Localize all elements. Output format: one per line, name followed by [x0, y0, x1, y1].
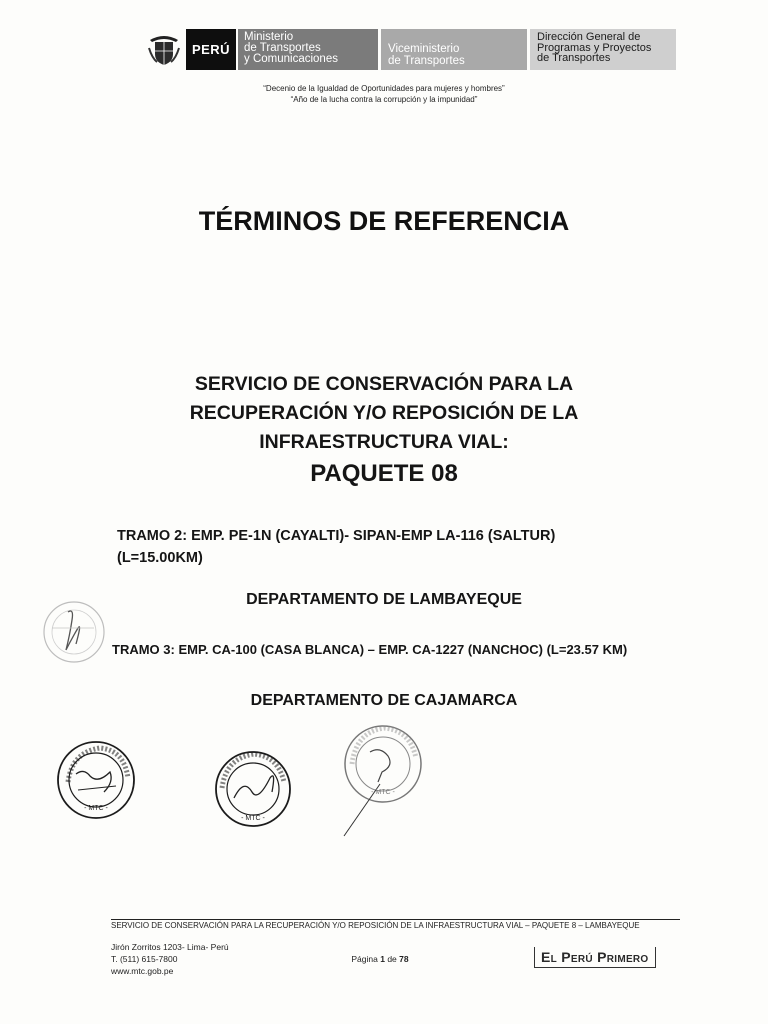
footer-website[interactable]: www.mtc.gob.pe: [111, 966, 174, 976]
package-label: PAQUETE 08: [310, 460, 458, 487]
service-title: [0, 370, 768, 491]
service-line: INFRAESTRUCTURA VIAL:: [259, 431, 509, 453]
tramo-3: TRAMO 3: EMP. CA-100 (CASA BLANCA) – EMP. CA-1227 (NANCHOC) (L=23.57 KM): [112, 642, 628, 657]
footer-contact: [111, 941, 229, 977]
ministry-block: [238, 29, 378, 70]
footer-address: Jirón Zorritos 1203- Lima- Perú: [111, 942, 229, 952]
margin-signature-seal: [38, 598, 118, 668]
service-line: SERVICIO DE CONSERVACIÓN PARA LA: [194, 373, 574, 395]
peru-badge: [186, 29, 236, 70]
ministry-line: Ministerio: [244, 31, 294, 43]
tramo-2-length: (L=15.00KM): [117, 550, 203, 566]
direction-line: Programas y Proyectos: [537, 41, 652, 54]
department-cajamarca: DEPARTAMENTO DE CAJAMARCA: [250, 692, 518, 709]
ministry-line: de Transportes: [244, 42, 321, 54]
department-lambayeque: DEPARTAMENTO DE LAMBAYEQUE: [246, 591, 522, 608]
page-total: 78: [399, 954, 409, 964]
viceministry-block: [381, 29, 527, 70]
brand-slogan: El Perú Primero: [534, 947, 656, 968]
direction-block: [530, 29, 676, 70]
ministry-line: y Comunicaciones: [244, 53, 338, 65]
tramo-2: [117, 525, 637, 569]
footer-rule: [111, 919, 680, 920]
coat-of-arms-icon: [146, 34, 182, 66]
svg-text:- MTC -: - MTC -: [371, 789, 395, 796]
direction-line: Dirección General de: [537, 31, 641, 43]
page-indicator: [300, 954, 460, 964]
page-number: 1: [380, 954, 385, 964]
slogan-year: “Año de la lucha contra la corrupción y la impunidad”: [290, 95, 478, 104]
footer-service-text: SERVICIO DE CONSERVACIÓN PARA LA RECUPERACIÓN Y/O REPOSICIÓN DE LA INFRAESTRUCTURA VIAL – PAQUETE 8 – LAMBAYEQUE: [111, 921, 640, 930]
peru-label: PERÚ: [191, 42, 231, 57]
official-stamp-1: [54, 738, 138, 822]
page-prefix: Página: [351, 954, 378, 964]
direction-line: de Transportes: [537, 52, 611, 64]
slogan-decenio: “Decenio de la Igualdad de Oportunidades para mujeres y hombres”: [263, 84, 505, 93]
document-title: TÉRMINOS DE REFERENCIA: [198, 206, 570, 236]
service-line: RECUPERACIÓN Y/O REPOSICIÓN DE LA: [189, 402, 579, 424]
svg-text:- MTC -: - MTC -: [84, 805, 108, 812]
vice-line: de Transportes: [388, 55, 465, 67]
vice-line: Viceministerio: [388, 43, 460, 55]
tramo-2-route: TRAMO 2: EMP. PE-1N (CAYALTI)- SIPAN-EMP LA-116 (SALTUR): [117, 528, 556, 544]
svg-text:- MTC -: - MTC -: [241, 815, 265, 822]
official-stamp-3: [340, 722, 426, 840]
footer-phone: T. (511) 615-7800: [111, 954, 178, 964]
official-stamp-2: [212, 748, 294, 830]
page-of: de: [387, 954, 397, 964]
